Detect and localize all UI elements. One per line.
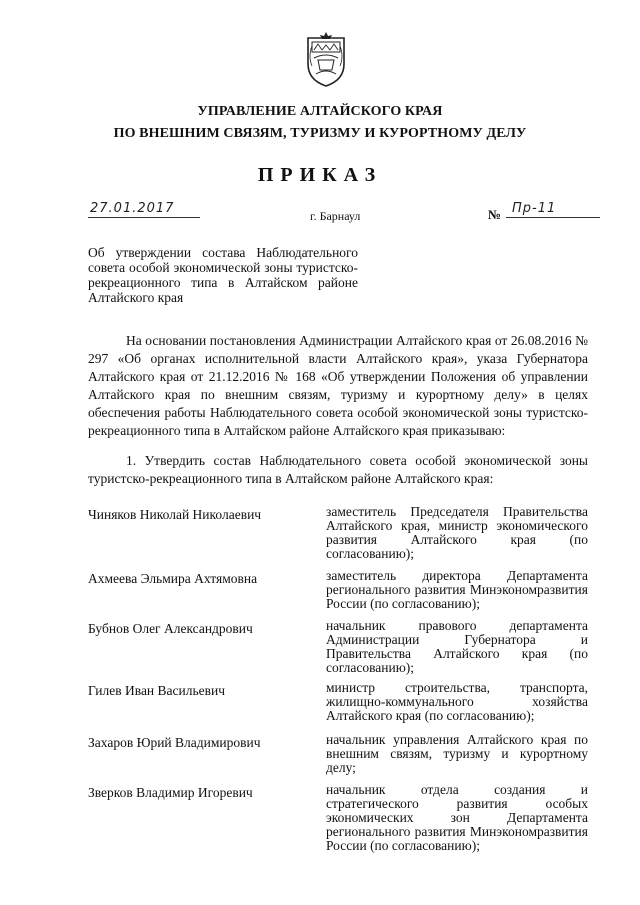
- member-role: начальник отдела создания и стратегического развития особых экономических зон Департамента регионального развития Минэкономразвития России (по согласованию);: [326, 782, 588, 853]
- member-role: министр строительства, транспорта, жилищно-коммунального хозяйства Алтайского края (по согласованию);: [326, 680, 588, 723]
- handwritten-order-number: Пр-11: [506, 200, 600, 218]
- member-role: начальник правового департамента Администрации Губернатора и Правительства Алтайского края (по согласованию);: [326, 618, 588, 675]
- member-name: Чиняков Николай Николаевич: [88, 507, 262, 522]
- number-label: №: [488, 207, 502, 222]
- body-paragraph-2: 1. Утвердить состав Наблюдательного совета особой экономической зоны туристско-рекреационного типа в Алтайском районе Алтайского края:: [88, 453, 588, 486]
- member-role: заместитель директора Департамента регионального развития Минэкономразвития России (по согласованию);: [326, 568, 588, 611]
- coat-of-arms-emblem: [304, 30, 348, 88]
- member-name: Зверков Владимир Игоревич: [88, 785, 253, 800]
- body-paragraph-1: На основании постановления Администрации Алтайского края от 26.08.2016 № 297 «Об органах исполнительной власти Алтайского края», указа Губернатора Алтайского края от 21.12.2016 № 168 «Об утверждении Положения об управлении Алтайского края по внешним связям, туризму и курортному делу» в целях обеспечения работы Наблюдательного совета особой экономической зоны туристско-рекреационного типа в Алтайском районе Алтайского края приказываю:: [88, 333, 588, 438]
- member-role: начальник управления Алтайского края по внешним связям, туризму и курортному делу;: [326, 732, 588, 775]
- city: г. Барнаул: [310, 209, 361, 223]
- member-name: Гилев Иван Васильевич: [88, 683, 226, 698]
- organization-name-line1: УПРАВЛЕНИЕ АЛТАЙСКОГО КРАЯ: [197, 104, 443, 119]
- order-subject: Об утверждении состава Наблюдательного совета особой экономической зоны туристско-рекреационного типа в Алтайском районе Алтайского края: [88, 245, 358, 305]
- organization-name-line2: ПО ВНЕШНИМ СВЯЗЯМ, ТУРИЗМУ И КУРОРТНОМУ ДЕЛУ: [113, 126, 527, 141]
- member-name: Бубнов Олег Александрович: [88, 621, 253, 636]
- member-name: Захаров Юрий Владимирович: [88, 735, 261, 750]
- member-role: заместитель Председателя Правительства Алтайского края, министр экономического развития Алтайского края (по согласованию);: [326, 504, 588, 561]
- document-type-title: ПРИКАЗ: [257, 164, 383, 186]
- member-name: Ахмеева Эльмира Ахтямовна: [88, 571, 258, 586]
- handwritten-date: 27.01.2017: [88, 200, 200, 218]
